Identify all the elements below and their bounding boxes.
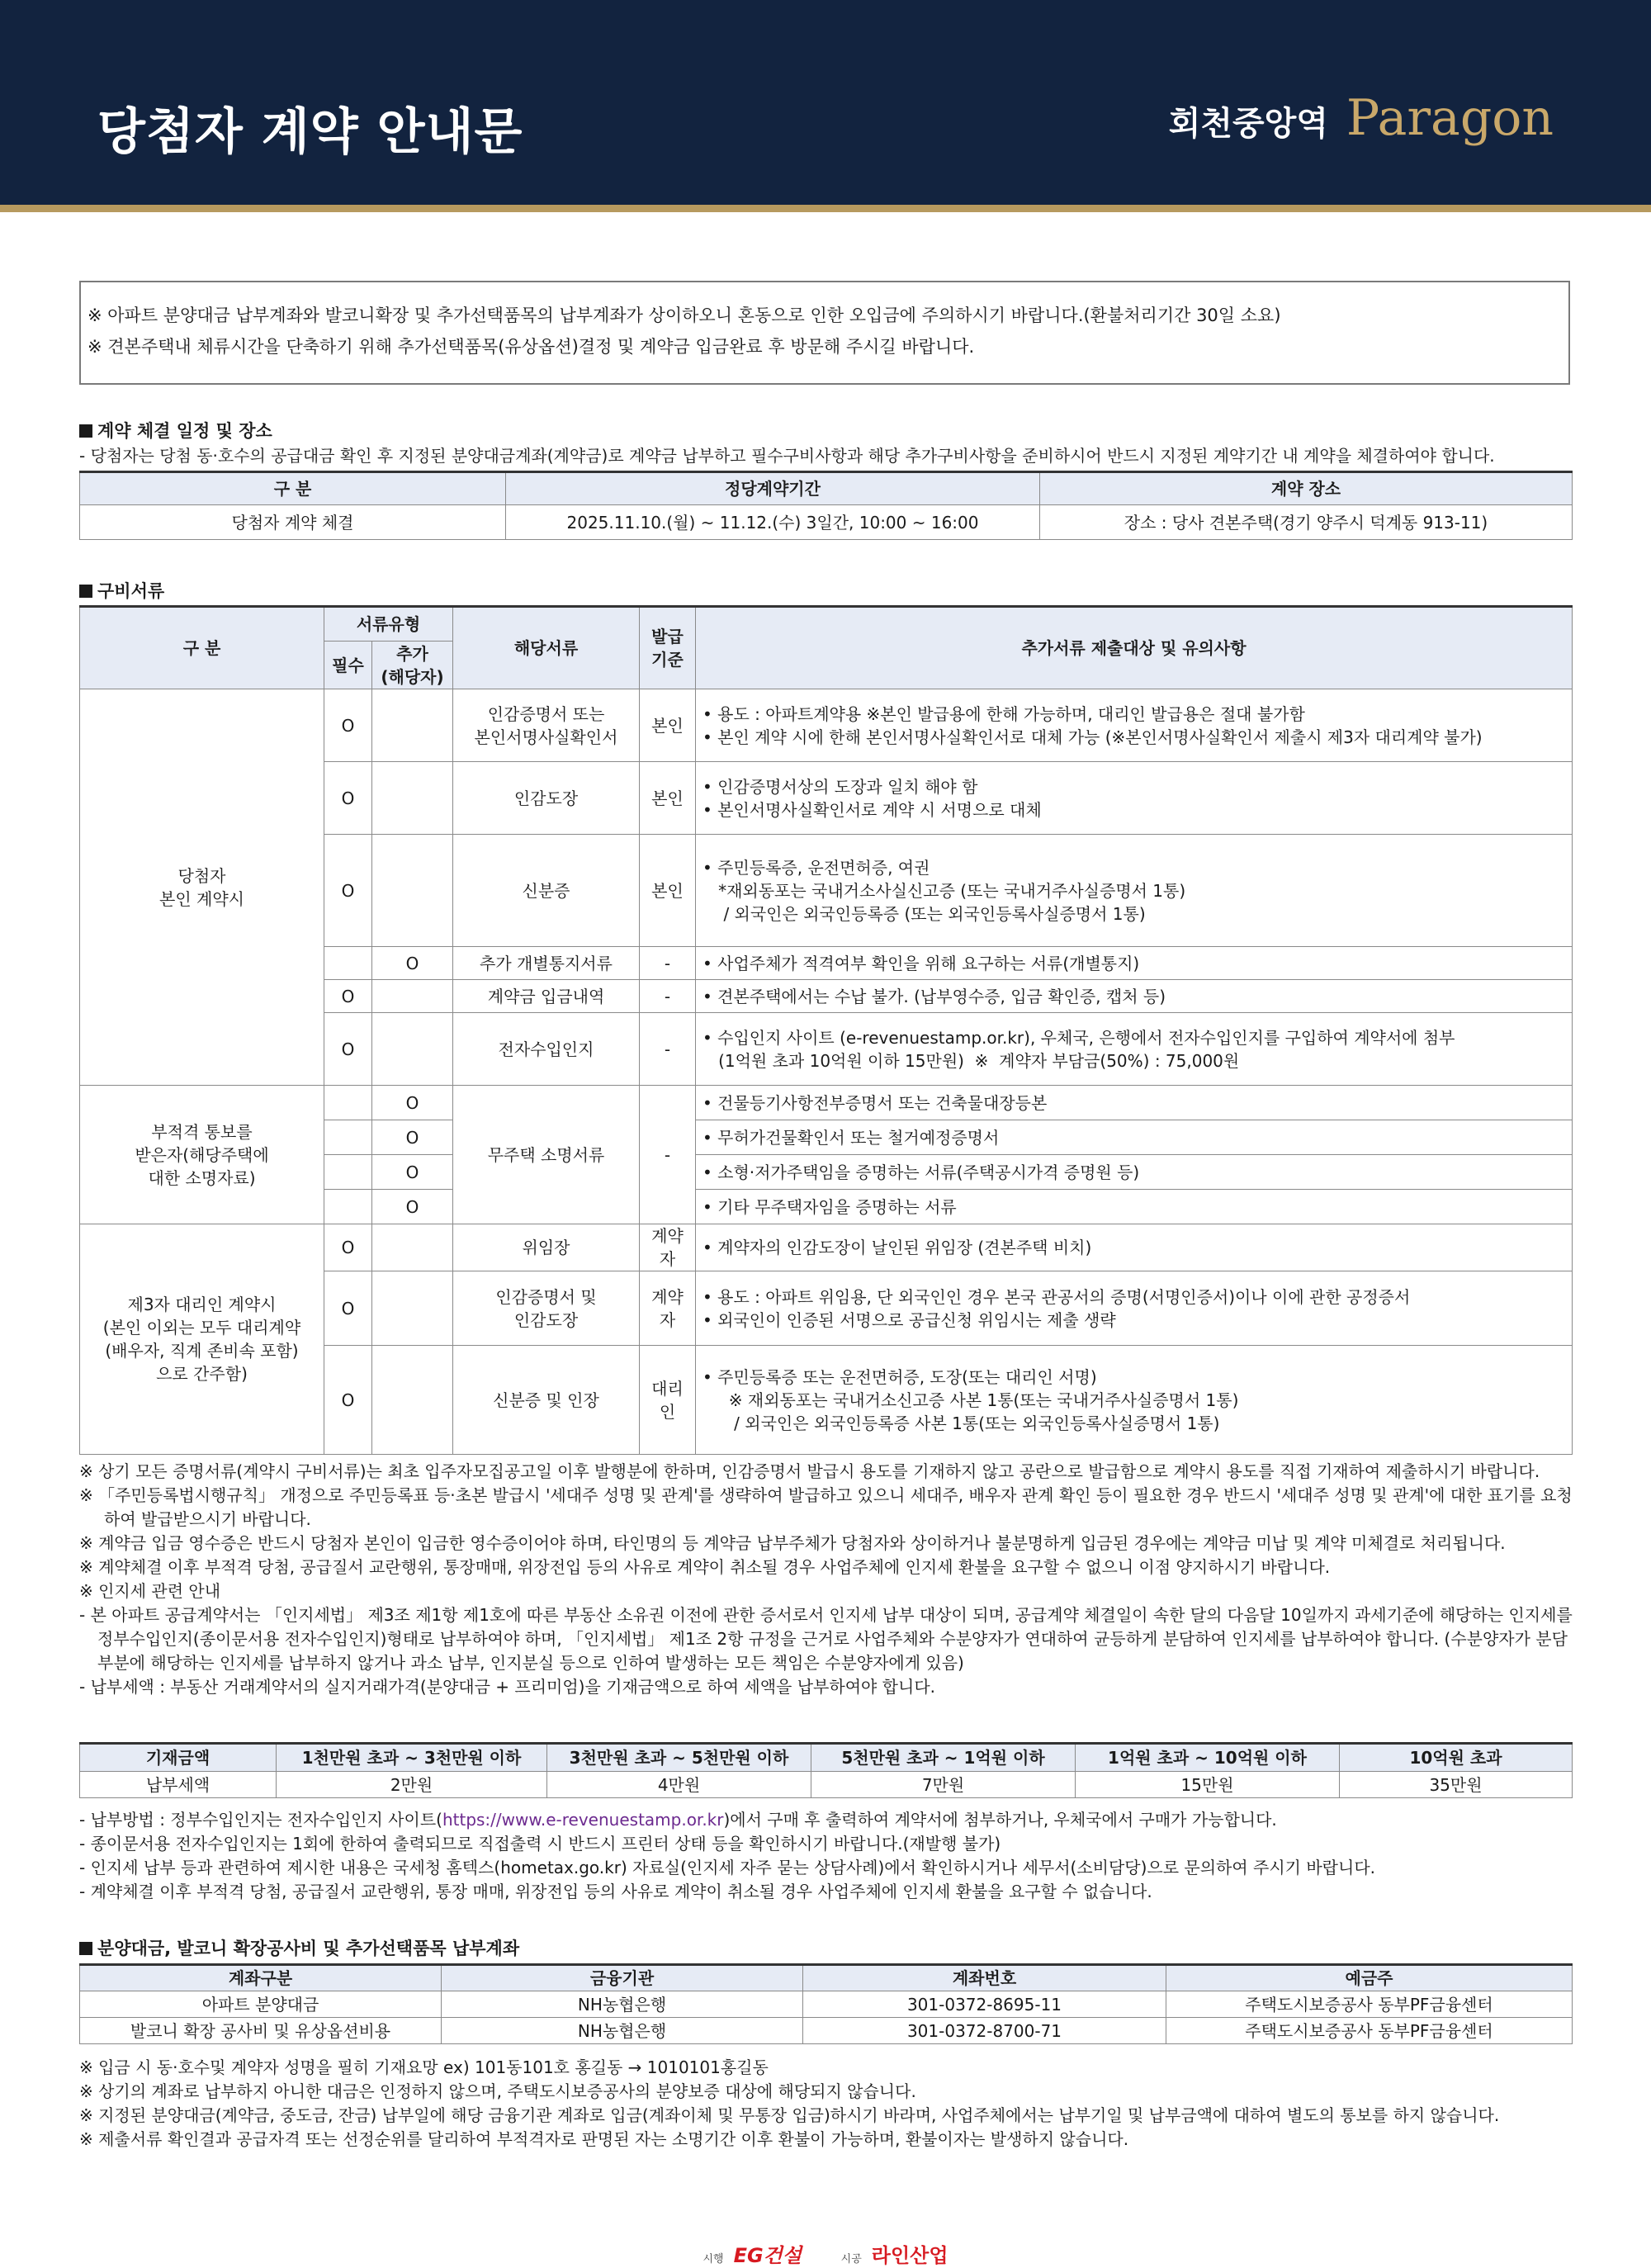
table-header: 구 분 [80, 607, 324, 689]
documents-table [79, 605, 1573, 1455]
table-cell: O [324, 1346, 372, 1455]
table-cell: 신분증 [453, 835, 640, 947]
table-cell: 계약자 [640, 1224, 696, 1271]
table-cell: 주택도시보증공사 동부PF금융센터 [1166, 2018, 1573, 2044]
table-cell [324, 1155, 372, 1190]
revenuestamp-link[interactable]: https://www.e-revenuestamp.or.kr [442, 1810, 724, 1830]
table-header: 필수 [324, 642, 372, 689]
table-cell: 아파트 분양대금 [80, 1991, 442, 2018]
table-cell [372, 1224, 453, 1271]
table-cell: 7만원 [811, 1772, 1076, 1798]
table-cell: • 주민등록증 또는 운전면허증, 도장(또는 대리인 서명) ※ 재외동포는 국내거소신고증 사본 1통(또는 국내거주사실증명서 1통) / 외국인은 외국인등록증 사본 1통(또는 외국인등록사실증명서 1통) [696, 1346, 1573, 1455]
table-cell: 301-0372-8700-71 [803, 2018, 1166, 2044]
table-cell: • 견본주택에서는 수납 불가. (납부영수증, 입금 확인증, 캡처 등) [696, 980, 1573, 1013]
brand-main: Paragon [1346, 89, 1554, 147]
note-item: - 인지세 납부 등과 관련하여 제시한 내용은 국세청 홈텍스(hometax.go.kr) 자료실(인지세 자주 묻는 상담사례)에서 확인하시거나 세무서(소비담당)으로 문의하여 주시기 바랍니다. [79, 1858, 1375, 1877]
notes-block [79, 1460, 1573, 1699]
table-cell: 4만원 [547, 1772, 811, 1798]
table-header: 계좌번호 [803, 1965, 1166, 1991]
table-cell: O [372, 1120, 453, 1155]
brand-logo [1169, 89, 1554, 147]
table-cell: O [372, 1155, 453, 1190]
table-header: 계좌구분 [80, 1965, 442, 1991]
table-header: 기재금액 [80, 1744, 277, 1772]
note-item: ※ 상기의 계좌로 납부하지 아니한 대금은 인정하지 않으며, 주택도시보증공사의 분양보증 대상에 해당되지 않습니다. [79, 2081, 916, 2101]
table-cell: 주택도시보증공사 동부PF금융센터 [1166, 1991, 1573, 2018]
table-cell: • 수입인지 사이트 (e-revenuestamp.or.kr), 우체국, 은행에서 전자수입인지를 구입하여 계약서에 첨부 (1억원 초과 10억원 이하 15만원) ※ 계약자 부담금(50%) : 75,000원 [696, 1013, 1573, 1086]
notes-block [79, 2056, 1573, 2152]
table-header: 1억원 초과 ~ 10억원 이하 [1076, 1744, 1340, 1772]
table-cell: • 주민등록증, 운전면허증, 여권 *재외동포는 국내거소사실신고증 (또는 국내거주사실증명서 1통) / 외국인은 외국인등록증 (또는 외국인등록사실증명서 1통) [696, 835, 1573, 947]
accounts-table [79, 1963, 1573, 2044]
table-cell: - [640, 1013, 696, 1086]
note-item: - 계약체결 이후 부적격 당첨, 공급질서 교란행위, 통장 매매, 위장전입 등의 사유로 계약이 취소될 경우 사업주체에 인지세 환불을 요구할 수 없습니다. [79, 1882, 1152, 1901]
table-cell [372, 1346, 453, 1455]
table-header: 금융기관 [442, 1965, 803, 1991]
table-cell: O [372, 1190, 453, 1224]
table-cell [324, 1190, 372, 1224]
section-title-accounts: 분양대금, 발코니 확장공사비 및 추가선택품목 납부계좌 [79, 1935, 519, 1960]
note-item: ※ 입금 시 동·호수및 계약자 성명을 필히 기재요망 ex) 101동101호 홍길동 → 1010101홍길동 [79, 2057, 769, 2077]
table-cell: O [324, 980, 372, 1013]
table-cell [372, 1271, 453, 1346]
note-item: - 납부방법 : 정부수입인지는 전자수입인지 사이트(https://www.e-revenuestamp.or.kr)에서 구매 후 출력하여 계약서에 첨부하거나, 우체국에서 구매가 가능합니다. [79, 1810, 1277, 1830]
table-cell: O [324, 1224, 372, 1271]
note-item: ※ 계약체결 이후 부적격 당첨, 공급질서 교란행위, 통장매매, 위장전입 등의 사유로 계약이 취소될 경우 사업주체에 인지세 환불을 요구할 수 없으니 이점 양지하시기 바랍니다. [79, 1557, 1331, 1577]
table-cell: 2만원 [277, 1772, 547, 1798]
table-cell [372, 835, 453, 947]
table-cell [372, 980, 453, 1013]
table-cell: 발코니 확장 공사비 및 유상옵션비용 [80, 2018, 442, 2044]
brand-sub: 회천중앙역 [1168, 105, 1328, 143]
page-title: 당첨자 계약 안내문 [97, 103, 523, 161]
table-cell: NH농협은행 [442, 2018, 803, 2044]
table-cell: • 기타 무주택자임을 증명하는 서류 [696, 1190, 1573, 1224]
table-cell: 장소 : 당사 견본주택(경기 양주시 덕계동 913-11) [1040, 505, 1573, 540]
table-header: 10억원 초과 [1340, 1744, 1573, 1772]
table-cell: 2025.11.10.(월) ~ 11.12.(수) 3일간, 10:00 ~ 16:00 [506, 505, 1040, 540]
table-cell [324, 947, 372, 980]
table-header: 추가서류 제출대상 및 유의사항 [696, 607, 1573, 689]
note-item: ※ 「주민등록법시행규칙」 개정으로 주민등록표 등·초본 발급시 '세대주 성명 및 관계'를 생략하여 발급하고 있으니 세대주, 배우자 관계 확인 등이 필요한 경우 반드시 '세대주 성명 및 관계'에 대한 표기를 요청하여 발급받으시기 바랍니다. [79, 1485, 1573, 1529]
table-cell: 15만원 [1076, 1772, 1340, 1798]
table-cell: 35만원 [1340, 1772, 1573, 1798]
table-cell: 전자수입인지 [453, 1013, 640, 1086]
table-cell: O [372, 1086, 453, 1120]
table-cell: • 용도 : 아파트계약용 ※본인 발급용에 한해 가능하며, 대리인 발급용은 절대 불가함 • 본인 계약 시에 한해 본인서명사실확인서로 대체 가능 (※본인서명사실확인서 제출시 제3자 대리계약 불가) [696, 689, 1573, 762]
table-cell: • 용도 : 아파트 위임용, 단 외국인인 경우 본국 관공서의 증명(서명인증서)이나 이에 관한 공정증서 • 외국인이 인증된 서명으로 공급신청 위임시는 제출 생략 [696, 1271, 1573, 1346]
schedule-desc: - 당첨자는 당첨 동·호수의 공급대금 확인 후 지정된 분양대금계좌(계약금)로 계약금 납부하고 필수구비사항과 해당 추가구비사항을 준비하시어 반드시 지정된 계약기간 내 계약을 체결하여야 합니다. [79, 446, 1495, 466]
header-stripe [0, 205, 1651, 212]
table-cell: 납부세액 [80, 1772, 277, 1798]
table-cell: 신분증 및 인장 [453, 1346, 640, 1455]
table-header: 서류유형 [324, 607, 453, 642]
table-cell: O [372, 947, 453, 980]
table-cell: • 건물등기사항전부증명서 또는 건축물대장등본 [696, 1086, 1573, 1120]
table-header: 정당계약기간 [506, 472, 1040, 505]
table-cell: O [324, 1013, 372, 1086]
tax-table [79, 1742, 1573, 1798]
builder-logo: 라인산업 [871, 2244, 948, 2267]
table-header: 1천만원 초과 ~ 3천만원 이하 [277, 1744, 547, 1772]
table-cell: 대리인 [640, 1346, 696, 1455]
note-item: ※ 지정된 분양대금(계약금, 중도금, 잔금) 납부일에 해당 금융기관 계좌로 입금(계좌이체 및 무통장 입금)하시기 바라며, 사업주체에서는 납부기일 및 납부금액에 대하여 별도의 통보를 하지 않습니다. [79, 2105, 1500, 2125]
table-header: 발급 기준 [640, 607, 696, 689]
note-item: - 납부세액 : 부동산 거래계약서의 실지거래가격(분양대금 + 프리미엄)을 기재금액으로 하여 세액을 납부하여야 합니다. [79, 1677, 936, 1697]
notice-box [79, 281, 1570, 385]
table-cell: 무주택 소명서류 [453, 1086, 640, 1224]
table-cell [372, 1013, 453, 1086]
note-item: - 종이문서용 전자수입인지는 1회에 한하여 출력되므로 직접출력 시 반드시 프린터 상태 등을 확인하시기 바랍니다.(재발행 불가) [79, 1834, 1001, 1854]
table-cell: 인감도장 [453, 762, 640, 835]
table-header: 해당서류 [453, 607, 640, 689]
table-cell: 당첨자 계약 체결 [80, 505, 506, 540]
table-cell: 본인 [640, 762, 696, 835]
table-cell: O [324, 835, 372, 947]
group-label: 당첨자 본인 계약시 [80, 689, 324, 1086]
table-cell [324, 1120, 372, 1155]
table-header: 계약 장소 [1040, 472, 1573, 505]
table-cell: 301-0372-8695-11 [803, 1991, 1166, 2018]
builder-label: 시공 [840, 2253, 862, 2266]
table-header: 구 분 [80, 472, 506, 505]
note-item: ※ 인지세 관련 안내 [79, 1581, 221, 1601]
table-cell: O [324, 689, 372, 762]
table-cell: - [640, 947, 696, 980]
table-cell: 위임장 [453, 1224, 640, 1271]
table-cell: 계약금 입금내역 [453, 980, 640, 1013]
table-cell: - [640, 980, 696, 1013]
notice-line: ※ 견본주택내 체류시간을 단축하기 위해 추가선택품목(유상옵션)결정 및 계약금 입금완료 후 방문해 주시길 바랍니다. [88, 337, 975, 357]
table-cell: 계약자 [640, 1271, 696, 1346]
developer-logo: EG건설 [733, 2244, 802, 2267]
table-cell [372, 689, 453, 762]
table-header: 추가 (해당자) [372, 642, 453, 689]
table-header: 3천만원 초과 ~ 5천만원 이하 [547, 1744, 811, 1772]
group-label: 부적격 통보를 받은자(해당주택에 대한 소명자료) [80, 1086, 324, 1224]
section-title-documents: 구비서류 [79, 578, 164, 603]
table-cell: 인감증명서 또는 본인서명사실확인서 [453, 689, 640, 762]
table-cell: • 계약자의 인감도장이 날인된 위임장 (견본주택 비치) [696, 1224, 1573, 1271]
schedule-table [79, 471, 1573, 540]
table-cell: • 소형·저가주택임을 증명하는 서류(주택공시가격 증명원 등) [696, 1155, 1573, 1190]
notice-line: ※ 아파트 분양대금 납부계좌와 발코니확장 및 추가선택품목의 납부계좌가 상이하오니 혼동으로 인한 오입금에 주의하시기 바랍니다.(환불처리기간 30일 소요) [88, 305, 1281, 325]
table-cell: • 무허가건물확인서 또는 철거예정증명서 [696, 1120, 1573, 1155]
notes-block [79, 1808, 1573, 1904]
table-cell: • 인감증명서상의 도장과 일치 해야 함 • 본인서명사실확인서로 계약 시 서명으로 대체 [696, 762, 1573, 835]
table-cell: 인감증명서 및 인감도장 [453, 1271, 640, 1346]
table-cell: 본인 [640, 835, 696, 947]
table-cell [324, 1086, 372, 1120]
table-header: 예금주 [1166, 1965, 1573, 1991]
table-cell [372, 762, 453, 835]
table-cell: NH농협은행 [442, 1991, 803, 2018]
table-cell: • 사업주체가 적격여부 확인을 위해 요구하는 서류(개별통지) [696, 947, 1573, 980]
note-item: ※ 상기 모든 증명서류(계약시 구비서류)는 최초 입주자모집공고일 이후 발행분에 한하며, 인감증명서 발급시 용도를 기재하지 않고 공란으로 발급함으로 계약시 용도를 직접 기재하여 제출하시기 바랍니다. [79, 1461, 1540, 1481]
section-title-schedule: 계약 체결 일정 및 장소 [79, 418, 272, 443]
table-cell: - [640, 1086, 696, 1224]
table-cell: O [324, 1271, 372, 1346]
developer-label: 시행 [703, 2253, 724, 2266]
table-cell: 추가 개별통지서류 [453, 947, 640, 980]
note-item: - 본 아파트 공급계약서는 「인지세법」 제3조 제1항 제1호에 따른 부동산 소유권 이전에 관한 증서로서 인지세 납부 대상이 되며, 공급계약 체결일이 속한 달의 다음달 10일까지 과세기준에 해당하는 인지세를 정부수입인지(종이문서용 전자수입인지)형태로 납부하여야 하며, 「인지세법」 제1조 2항 규정을 근거로 사업주체와 수분양자가 연대하여 균등하게 분담하여 인지세를 납부하여야 합니다. (수분양자가 분담부분에 해당하는 인지세를 납부하지 않거나 과소 납부, 인지분실 등으로 인하여 발생하는 모든 책임은 수분양자에게 있음) [79, 1605, 1573, 1673]
group-label: 제3자 대리인 계약시 (본인 이외는 모두 대리계약 (배우자, 직계 존비속 포함) 으로 간주함) [80, 1224, 324, 1455]
table-cell: O [324, 762, 372, 835]
table-cell: 본인 [640, 689, 696, 762]
note-item: ※ 제출서류 확인결과 공급자격 또는 선정순위를 달리하여 부적격자로 판명된 자는 소명기간 이후 환불이 가능하며, 환불이자는 발생하지 않습니다. [79, 2129, 1129, 2149]
note-item: ※ 계약금 입금 영수증은 반드시 당첨자 본인이 입금한 영수증이어야 하며, 타인명의 등 계약금 납부주체가 당첨자와 상이하거나 불분명하게 입금된 경우에는 계약금 미납 및 계약 미체결로 처리됩니다. [79, 1533, 1506, 1553]
table-header: 5천만원 초과 ~ 1억원 이하 [811, 1744, 1076, 1772]
